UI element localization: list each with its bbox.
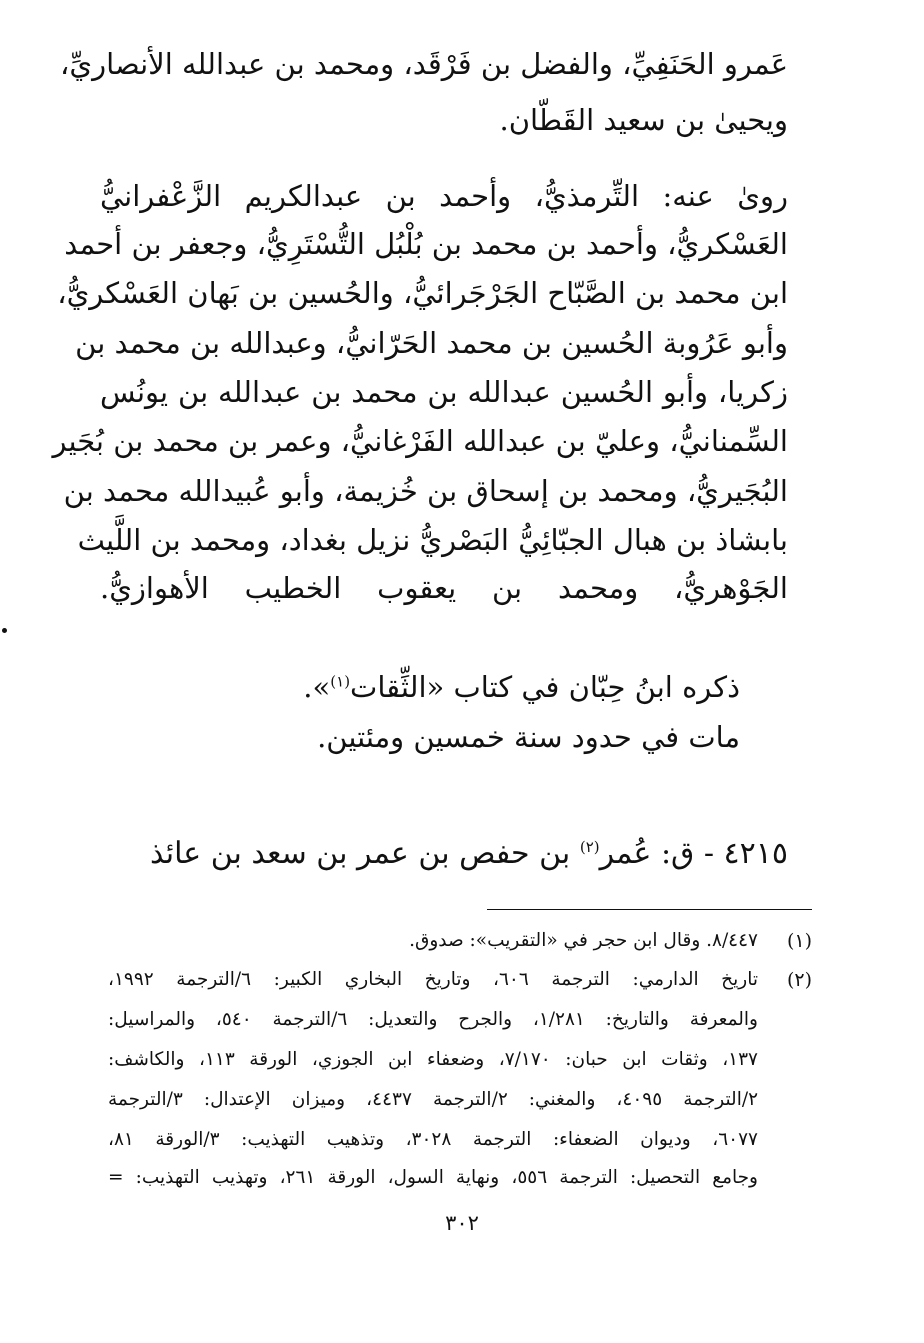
page-number: ٣٠٢ xyxy=(445,1211,479,1235)
footnote-separator xyxy=(487,909,812,910)
footnote-1-line-1: ٨/٤٤٧. وقال ابن حجر في «التقريب»: صدوق. xyxy=(409,930,758,951)
body-line-1: عَمرو الحَنَفِيِّ، والفضل بن فَرْقَد، ومحمد بن عبدالله الأنصاريِّ، xyxy=(60,47,788,81)
ibn-hibban-end: ». xyxy=(303,670,331,704)
body-line-6: وأبو عَرُوبة الحُسين بن محمد الحَرّانيُّ، وعبدالله بن محمد بن xyxy=(75,326,788,360)
footnote-2-line-5: ٦٠٧٧، وديوان الضعفاء: الترجمة ٣٠٢٨، وتذهيب التهذيب: ٣/الورقة ٨١، xyxy=(108,1129,758,1150)
footnote-2-line-6: وجامع التحصيل: الترجمة ٥٥٦، ونهاية السول، الورقة ٢٦١، وتهذيب التهذيب: = xyxy=(108,1167,758,1188)
footnote-number-1: (١) xyxy=(786,930,812,952)
footnote-2-line-4: ٢/الترجمة ٤٠٩٥، والمغني: ٢/الترجمة ٤٤٣٧، وميزان الإعتدال: ٣/الترجمة xyxy=(108,1089,759,1110)
scan-speck xyxy=(2,628,7,633)
footnote-ref-1: (١) xyxy=(330,672,351,691)
ibn-hibban-line xyxy=(100,663,740,711)
body-line-8: السِّمنانيُّ، وعليّ بن عبدالله الفَرْغانيُّ، وعمر بن محمد بن بُجَير xyxy=(52,424,788,458)
footnote-2-line-1: تاريخ الدارمي: الترجمة ٦٠٦، وتاريخ البخاري الكبير: ٦/الترجمة ١٩٩٢، xyxy=(108,969,758,990)
ibn-hibban-text: ذكره ابنُ حِبّان في كتاب «الثِّقات xyxy=(350,670,740,704)
footnote-2-line-3: ١٣٧، وثقات ابن حبان: ٧/١٧٠، وضعفاء ابن الجوزي، الورقة ١١٣، والكاشف: xyxy=(108,1049,758,1070)
footnote-ref-2: (٢) xyxy=(579,838,600,856)
body-line-9: البُجَيريُّ، ومحمد بن إسحاق بن خُزيمة، وأبو عُبيدالله محمد بن xyxy=(63,474,788,508)
footnote-number-2: (٢) xyxy=(786,969,812,991)
body-line-5: ابن محمد بن الصَّبّاح الجَرْجَرائيُّ، والحُسين بن بَهان العَسْكريُّ، xyxy=(57,276,788,310)
entry-head: ٤٢١٥ - ق: عُمر xyxy=(599,836,788,871)
death-line: مات في حدود سنة خمسين ومئتين. xyxy=(317,720,740,754)
body-line-2: ويحيىٰ بن سعيد القَطّان. xyxy=(499,103,788,137)
body-line-7: زكريا، وأبو الحُسين عبدالله بن محمد بن عبدالله بن يونُس xyxy=(100,375,788,409)
body-line-3: روىٰ عنه: التِّرمذيُّ، وأحمد بن عبدالكريم الزَّعْفرانيُّ xyxy=(100,179,788,213)
entry-heading xyxy=(100,830,788,878)
footnote-2-line-2: والمعرفة والتاريخ: ١/٢٨١، والجرح والتعديل: ٦/الترجمة ٥٤٠، والمراسيل: xyxy=(108,1009,758,1030)
body-line-10: بابشاذ بن هبال الجبّائِيُّ البَصْريُّ نزيل بغداد، ومحمد بن اللَّيث xyxy=(77,523,788,557)
entry-rest: بن حفص بن عمر بن سعد بن عائذ xyxy=(150,836,580,871)
body-line-11: الجَوْهريُّ، ومحمد بن يعقوب الخطيب الأهوازيُّ. xyxy=(100,571,788,605)
body-line-4: العَسْكريُّ، وأحمد بن محمد بن بُلْبُل التُّسْتَرِيُّ، وجعفر بن أحمد xyxy=(64,227,788,261)
